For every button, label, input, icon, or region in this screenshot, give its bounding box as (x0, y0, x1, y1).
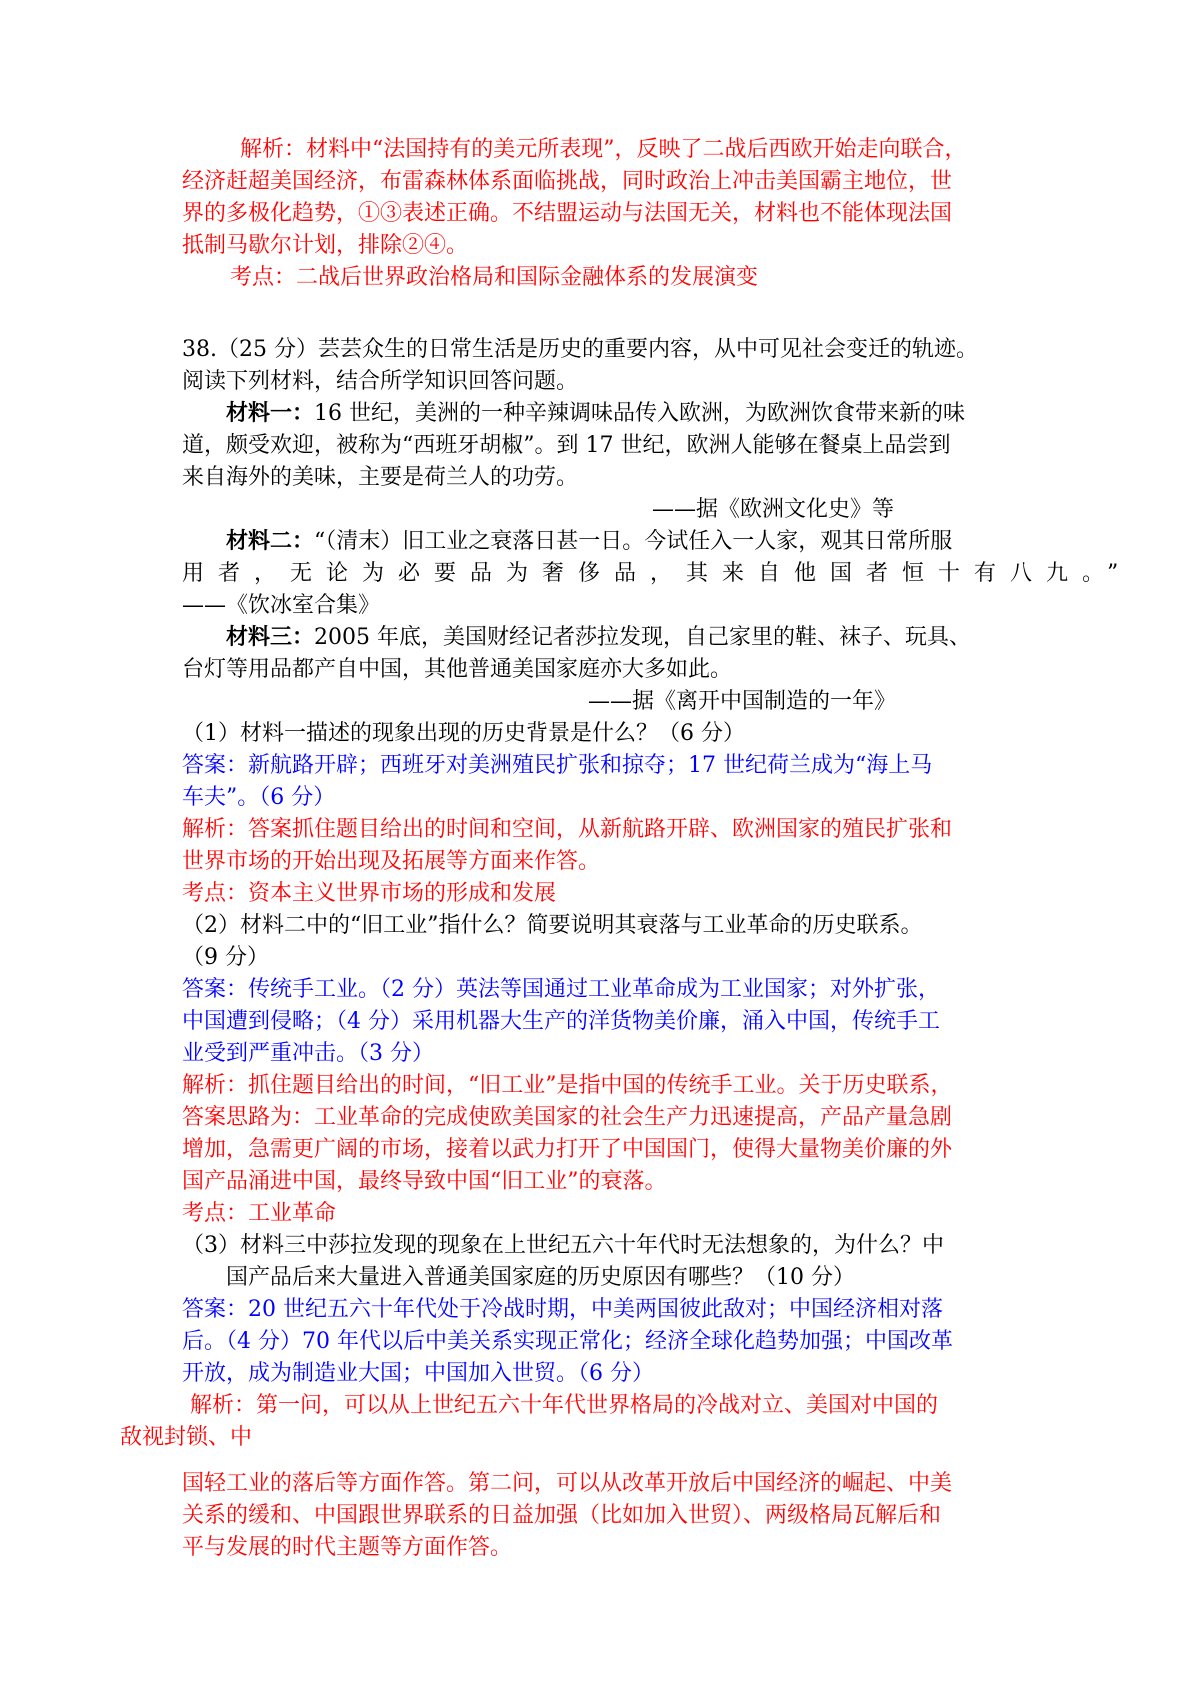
analysis-1-line: 解析：答案抓住题目给出的时间和空间，从新航路开辟、欧洲国家的殖民扩张和 (182, 817, 953, 842)
material-2-label: 材料二： (226, 528, 315, 554)
intro-exam-point: 考点：二战后世界政治格局和国际金融体系的发展演变 (230, 265, 759, 290)
material-1-source: ——据《欧洲文化史》等 (652, 497, 895, 522)
analysis-3-line: 平与发展的时代主题等方面作答。 (182, 1535, 513, 1560)
analysis-2-line: 解析：抓住题目给出的时间，“旧工业”是指中国的传统手工业。关于历史联系， (182, 1073, 953, 1098)
analysis-2-line: 国产品涌进中国，最终导致中国“旧工业”的衰落。 (182, 1169, 667, 1194)
answer-1-line: 车夫”。（6 分） (182, 785, 336, 810)
material-1-line: 道，颇受欢迎，被称为“西班牙胡椒”。到 17 世纪，欧洲人能够在餐桌上品尝到 (182, 433, 951, 458)
analysis-3-line: 解析：第一问，可以从上世纪五六十年代世界格局的冷战对立、美国对中国的 (190, 1393, 939, 1418)
material-2-text: “（清末）旧工业之衰落日甚一日。今试任入一人家，观其日常所服 (314, 529, 953, 554)
analysis-1-line: 世界市场的开始出现及拓展等方面来作答。 (182, 849, 601, 874)
question-stem-line: 阅读下列材料，结合所学知识回答问题。 (182, 369, 579, 394)
answer-3-line: 后。（4 分）70 年代以后中美关系实现正常化；经济全球化趋势加强；中国改革 (182, 1329, 953, 1354)
answer-1-line: 答案：新航路开辟；西班牙对美洲殖民扩张和掠夺；17 世纪荷兰成为“海上马 (182, 753, 933, 778)
answer-3-line: 开放，成为制造业大国；中国加入世贸。（6 分） (182, 1361, 654, 1386)
intro-analysis-line: 界的多极化趋势，①③表述正确。不结盟运动与法国无关，材料也不能体现法国 (182, 201, 953, 226)
answer-2-line: 中国遭到侵略；（4 分）采用机器大生产的洋货物美价廉，涌入中国，传统手工 (182, 1009, 940, 1034)
sub-question-3-line: 国产品后来大量进入普通美国家庭的历史原因有哪些？（10 分） (226, 1265, 855, 1290)
sub-question-2-line: （2）材料二中的“旧工业”指什么？简要说明其衰落与工业革命的历史联系。 (182, 913, 923, 938)
material-2-source: ——《饮冰室合集》 (182, 593, 381, 618)
analysis-2-line: 答案思路为：工业革命的完成使欧美国家的社会生产力迅速提高，产品产量急剧 (182, 1105, 953, 1130)
material-2-line: 用者，无论为必要品为奢侈品，其来自他国者恒十有八九。” (182, 561, 1133, 586)
material-3-label: 材料三： (226, 624, 315, 650)
material-1-label: 材料一： (226, 400, 315, 426)
sub-question-1: （1）材料一描述的现象出现的历史背景是什么？（6 分） (182, 721, 745, 746)
sub-question-3-line: （3）材料三中莎拉发现的现象在上世纪五六十年代时无法想象的，为什么？中 (182, 1233, 944, 1258)
exam-point-2: 考点：工业革命 (182, 1201, 337, 1226)
sub-question-2-line: （9 分） (182, 945, 269, 970)
intro-analysis-line: 解析：材料中“法国持有的美元所表现”，反映了二战后西欧开始走向联合， (240, 137, 967, 162)
intro-analysis-line: 经济赶超美国经济，布雷森林体系面临挑战，同时政治上冲击美国霸主地位，世 (182, 169, 953, 194)
answer-2-line: 答案：传统手工业。（2 分）英法等国通过工业革命成为工业国家；对外扩张， (182, 977, 940, 1002)
material-1-text: 16 世纪，美洲的一种辛辣调味品传入欧洲，为欧洲饮食带来新的味 (314, 401, 966, 426)
material-1-line (226, 398, 965, 429)
analysis-3-line: 国轻工业的落后等方面作答。第二问，可以从改革开放后中国经济的崛起、中美 (182, 1471, 953, 1496)
material-3-text: 2005 年底，美国财经记者莎拉发现，自己家里的鞋、袜子、玩具、 (314, 625, 971, 650)
material-3-line: 台灯等用品都产自中国，其他普通美国家庭亦大多如此。 (182, 657, 733, 682)
question-stem-line: 38.（25 分）芸芸众生的日常生活是历史的重要内容，从中可见社会变迁的轨迹。 (182, 337, 978, 362)
material-3-line (226, 622, 971, 653)
material-1-line: 来自海外的美味，主要是荷兰人的功劳。 (182, 465, 579, 490)
analysis-2-line: 增加，急需更广阔的市场，接着以武力打开了中国国门，使得大量物美价廉的外 (182, 1137, 953, 1162)
material-2-line (226, 526, 952, 557)
analysis-3-line: 敌视封锁、中 (120, 1425, 253, 1450)
analysis-3-line: 关系的缓和、中国跟世界联系的日益加强（比如加入世贸）、两级格局瓦解后和 (182, 1503, 942, 1528)
answer-2-line: 业受到严重冲击。（3 分） (182, 1041, 434, 1066)
exam-point-1: 考点：资本主义世界市场的形成和发展 (182, 881, 557, 906)
material-3-source: ——据《离开中国制造的一年》 (588, 689, 897, 714)
answer-3-line: 答案：20 世纪五六十年代处于冷战时期，中美两国彼此敌对；中国经济相对落 (182, 1297, 943, 1322)
intro-analysis-line: 抵制马歇尔计划，排除②④。 (182, 233, 469, 258)
